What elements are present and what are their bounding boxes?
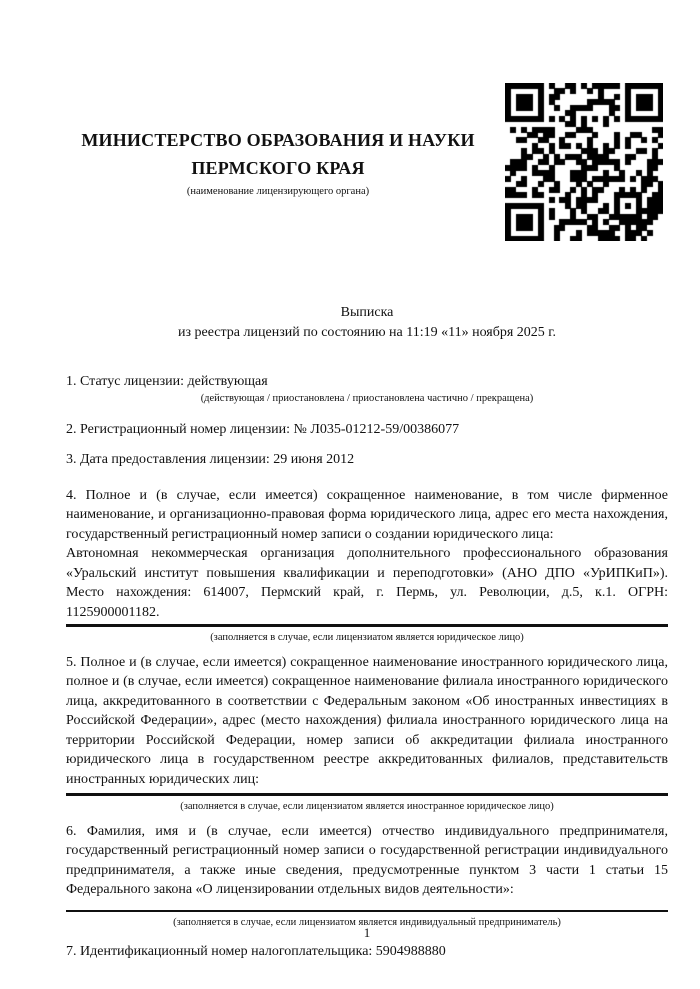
- foreign-entity-caption: (заполняется в случае, если лицензиатом является иностранное юридическое лицо): [180, 800, 554, 812]
- fill-in-line: [66, 624, 668, 627]
- fill-in-line: [66, 793, 668, 796]
- ministry-name-line2: ПЕРМСКОГО КРАЯ: [191, 158, 365, 178]
- licensing-authority-caption: (наименование лицензирующего органа): [186, 186, 370, 197]
- entrepreneur-clause: 6. Фамилия, имя и (в случае, если имеется) отчество индивидуального предпринимателя, государственный регистрационный номер записи о государственной регистрации индивидуального предпринимателя, а также иные сведения, предусмотренные пунктом 3 части 1 статьи 15 Федерального закона «О лицензировании отдельных видов деятельности»:: [66, 823, 668, 897]
- page-number: 1: [363, 925, 371, 940]
- legal-entity-clause: 4. Полное и (в случае, если имеется) сокращенное наименование, в том числе фирменное наименование, и организационно-правовая форма юридического лица, адрес его места нахождения, государственный регистрационный номер записи о создании юридического лица:: [66, 487, 668, 542]
- document-title: [66, 303, 668, 343]
- document-title-line2: из реестра лицензий по состоянию на 11:19 «11» ноября 2025 г.: [178, 325, 556, 340]
- license-status-caption: (действующая / приостановлена / приостановлена частично / прекращена): [200, 392, 534, 404]
- foreign-entity-clause: 5. Полное и (в случае, если имеется) сокращенное наименование иностранного юридического лица, полное и (в случае, если имеется) сокращенное наименование филиала иностранного юридического лица, аккредитованного в соответствии с Федеральным законом «Об иностранных инвестициях в Российской Федерации», адрес (место нахождения) филиала иностранного юридического лица на территории Российской Федерации, номер записи об аккредитации филиала иностранного юридического лица в государственном реестре аккредитованных филиалов, представительств иностранных юридических лиц:: [66, 654, 668, 787]
- licensing-authority-header: [66, 126, 490, 199]
- license-details: [66, 372, 668, 962]
- license-status-text: 1. Статус лицензии: действующая: [66, 374, 268, 389]
- item-grant-date: 3. Дата предоставления лицензии: 29 июня 2012: [66, 452, 355, 467]
- item-foreign-entity: [66, 653, 668, 813]
- item-taxpayer-number: 7. Идентификационный номер налогоплательщика: 5904988880: [66, 944, 446, 959]
- document-title-line1: Выписка: [340, 305, 394, 320]
- entrepreneur-caption: (заполняется в случае, если лицензиатом является индивидуальный предприниматель): [173, 917, 561, 928]
- legal-entity-caption: (заполняется в случае, если лицензиатом является юридическое лицо): [210, 631, 524, 643]
- legal-entity-value: Автономная некоммерческая организация дополнительного профессионального образования «Уральский институт повышения квалификации и переподготовки» (АНО ДПО «УрИПКиП»). Место нахождения: 614007, Пермский край, г. Пермь, ул. Революции, д.5, к.1. ОГРН: 1125900001182.: [66, 546, 668, 620]
- item-legal-entity: [66, 486, 668, 644]
- item-license-status: [66, 372, 668, 405]
- item-individual-entrepreneur: [66, 822, 668, 930]
- item-registration-number: 2. Регистрационный номер лицензии: № Л035-01212-59/00386077: [66, 421, 460, 437]
- ministry-name-line1: МИНИСТЕРСТВО ОБРАЗОВАНИЯ И НАУКИ: [81, 130, 475, 150]
- qr-code: [505, 83, 663, 241]
- fill-in-line: [66, 910, 668, 913]
